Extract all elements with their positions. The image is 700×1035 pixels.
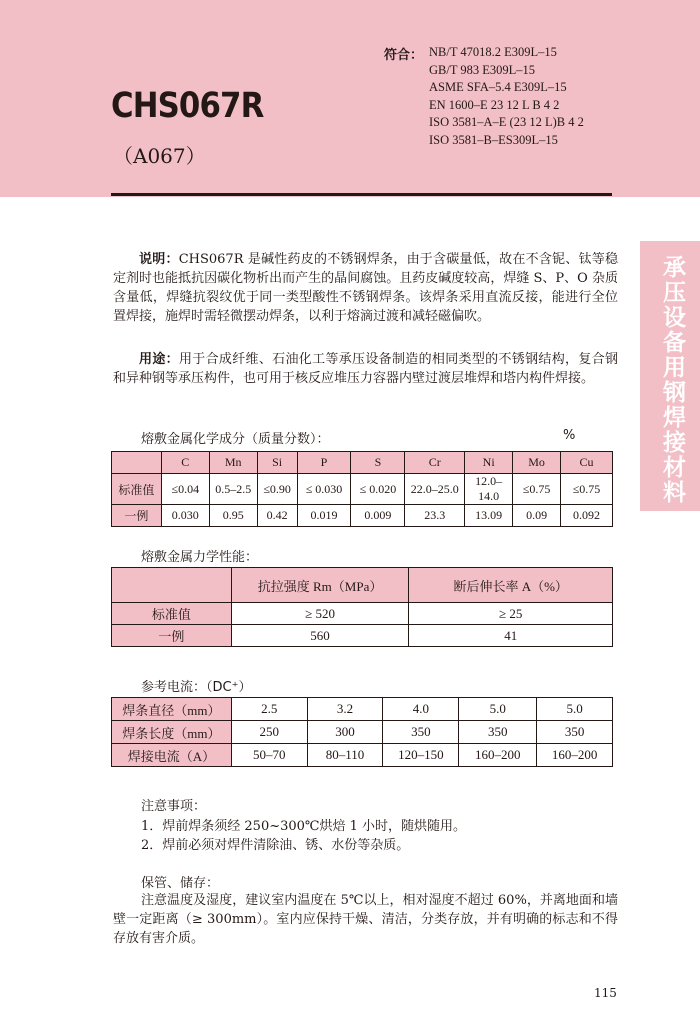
row-label: 焊条直径（mm） bbox=[112, 698, 232, 721]
table-cell: 22.0–25.0 bbox=[405, 474, 465, 505]
row-label: 焊接电流（A） bbox=[112, 744, 232, 767]
table-cell: 0.030 bbox=[161, 505, 209, 527]
table-header-cell bbox=[112, 568, 232, 603]
table-header-cell bbox=[112, 452, 162, 474]
table-cell: ≤0.04 bbox=[161, 474, 209, 505]
table-row bbox=[112, 625, 613, 647]
mech-title: 熔敷金属力学性能： bbox=[141, 550, 259, 565]
table-row bbox=[112, 744, 613, 767]
standard-item: GB/T 983 E309L–15 bbox=[429, 62, 536, 77]
description-text: CHS067R 是碱性药皮的不锈钢焊条，由于含碳量低，故在不含铌、钛等稳定剂时也能抵抗因碳化物析出而产生的晶间腐蚀。且药皮碱度较高，焊缝 S、P、O 杂质含量低，焊缝抗裂纹优于同一类型酸性不锈钢焊条。该焊条采用直流反接，能进行全位置焊接，施焊时需轻微摆动焊条，以利于熔滴过渡和减轻磁偏吹。 bbox=[113, 252, 618, 324]
standard-item: ISO 3581–B–ES309L–15 bbox=[429, 132, 558, 147]
table-cell: 0.95 bbox=[209, 505, 257, 527]
table-cell: ≤ 0.030 bbox=[297, 474, 351, 505]
current-title: 参考电流：（DC⁺） bbox=[141, 680, 252, 695]
table-cell: 160–200 bbox=[537, 744, 613, 767]
model-subcode: （A067） bbox=[113, 144, 206, 168]
standard-item: ISO 3581–A–E (23 12 L)B 4 2 bbox=[429, 115, 584, 129]
page-number: 115 bbox=[594, 986, 617, 1000]
table-cell: ≤0.75 bbox=[561, 474, 613, 505]
table-header-cell: Mn bbox=[209, 452, 257, 474]
standards-list bbox=[429, 44, 584, 149]
table-cell: 120–150 bbox=[383, 744, 459, 767]
table-cell: 0.009 bbox=[351, 505, 405, 527]
table-header-cell: Mo bbox=[513, 452, 561, 474]
conformance-label: 符合： bbox=[384, 48, 424, 63]
table-cell: 41 bbox=[409, 625, 613, 647]
description-label: 说明： bbox=[139, 252, 179, 267]
table-row bbox=[112, 721, 613, 744]
chem-title: 熔敷金属化学成分（质量分数）： bbox=[141, 432, 330, 447]
table-cell: 5.0 bbox=[537, 698, 613, 721]
table-cell: 0.09 bbox=[513, 505, 561, 527]
table-cell: 2.5 bbox=[231, 698, 307, 721]
table-header-cell: 断后伸长率 A（%） bbox=[409, 568, 613, 603]
standard-item: EN 1600–E 23 12 L B 4 2 bbox=[429, 97, 560, 112]
row-label: 一例 bbox=[112, 625, 232, 647]
chem-table bbox=[111, 451, 613, 527]
table-cell: 350 bbox=[459, 721, 537, 744]
table-cell: 350 bbox=[537, 721, 613, 744]
table-header-cell: Ni bbox=[465, 452, 513, 474]
storage-title: 保管、储存： bbox=[141, 876, 220, 891]
table-cell: 12.0–14.0 bbox=[465, 474, 513, 505]
table-cell: 350 bbox=[383, 721, 459, 744]
table-cell: ≤0.75 bbox=[513, 474, 561, 505]
table-header-cell: C bbox=[161, 452, 209, 474]
row-label: 一例 bbox=[112, 505, 162, 527]
row-label: 标准值 bbox=[112, 603, 232, 625]
header-band bbox=[0, 0, 700, 197]
storage-text: 注意温度及湿度，建议室内温度在 5℃以上，相对湿度不超过 60%，并离地面和墙壁一定距离（≥ 300mm）。室内应保持干燥、清洁，分类存放，并有明确的标志和不得存放有害介质。 bbox=[113, 893, 618, 946]
standard-item: NB/T 47018.2 E309L–15 bbox=[429, 45, 557, 59]
table-cell: 5.0 bbox=[459, 698, 537, 721]
table-cell: 560 bbox=[231, 625, 409, 647]
table-cell: 23.3 bbox=[405, 505, 465, 527]
table-header-cell: Cu bbox=[561, 452, 613, 474]
table-cell: ≥ 520 bbox=[231, 603, 409, 625]
table-cell: 80–110 bbox=[307, 744, 383, 767]
model-title: CHS067R bbox=[111, 86, 264, 126]
table-cell: 50–70 bbox=[231, 744, 307, 767]
table-header-cell: S bbox=[351, 452, 405, 474]
table-cell: 160–200 bbox=[459, 744, 537, 767]
table-cell: 4.0 bbox=[383, 698, 459, 721]
table-cell: 13.09 bbox=[465, 505, 513, 527]
table-cell: 0.092 bbox=[561, 505, 613, 527]
notes-title: 注意事项： bbox=[141, 799, 207, 814]
row-label: 焊条长度（mm） bbox=[112, 721, 232, 744]
table-row bbox=[112, 505, 613, 527]
header-rule bbox=[111, 193, 612, 196]
table-cell: 3.2 bbox=[307, 698, 383, 721]
table-row bbox=[112, 698, 613, 721]
note-item: 2．焊前必须对焊件清除油、锈、水份等杂质。 bbox=[141, 838, 410, 853]
table-cell: ≤ 0.020 bbox=[351, 474, 405, 505]
side-tab-label: 承压设备用钢焊接材料 bbox=[659, 255, 685, 505]
table-cell: ≥ 25 bbox=[409, 603, 613, 625]
mech-table bbox=[111, 567, 613, 647]
row-label: 标准值 bbox=[112, 474, 162, 505]
table-cell: 300 bbox=[307, 721, 383, 744]
usage-text: 用于合成纤维、石油化工等承压设备制造的相同类型的不锈钢结构，复合钢和异种钢等承压构件，也可用于核反应堆压力容器内壁过渡层堆焊和塔内构件焊接。 bbox=[113, 352, 618, 386]
mech-header-row bbox=[112, 568, 613, 603]
table-row bbox=[112, 603, 613, 625]
description-paragraph bbox=[113, 250, 618, 326]
table-header-cell: Cr bbox=[405, 452, 465, 474]
chem-header-row bbox=[112, 452, 613, 474]
table-header-cell: Si bbox=[257, 452, 297, 474]
table-header-cell: 抗拉强度 Rm（MPa） bbox=[231, 568, 409, 603]
table-cell: 250 bbox=[231, 721, 307, 744]
table-cell: 0.42 bbox=[257, 505, 297, 527]
table-header-cell: P bbox=[297, 452, 351, 474]
table-row bbox=[112, 474, 613, 505]
standard-item: ASME SFA–5.4 E309L–15 bbox=[429, 80, 567, 94]
table-cell: ≤0.90 bbox=[257, 474, 297, 505]
current-table bbox=[111, 697, 613, 767]
note-item: 1．焊前焊条须经 250~300℃烘焙 1 小时，随烘随用。 bbox=[141, 819, 467, 834]
table-cell: 0.019 bbox=[297, 505, 351, 527]
table-cell: 0.5–2.5 bbox=[209, 474, 257, 505]
usage-paragraph bbox=[113, 350, 618, 388]
chem-unit: % bbox=[563, 428, 576, 443]
usage-label: 用途： bbox=[139, 352, 179, 367]
